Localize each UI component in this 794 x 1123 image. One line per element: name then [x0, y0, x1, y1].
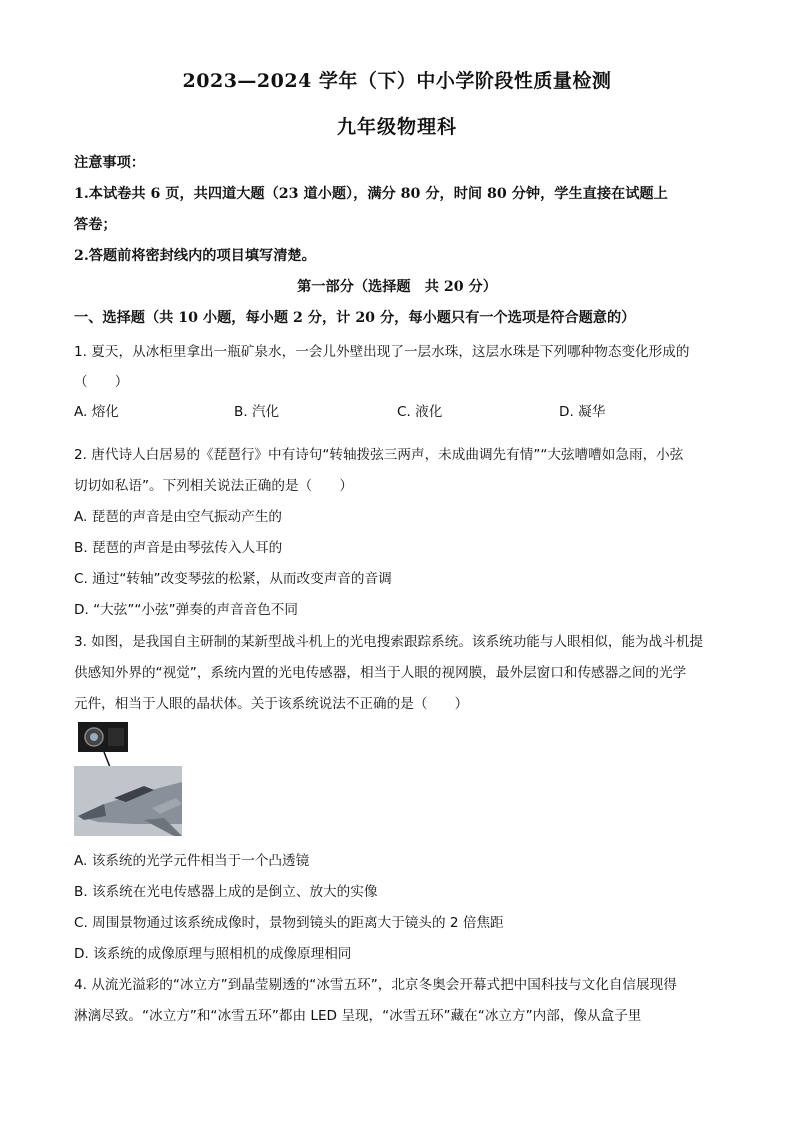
- part-1-title: 第一部分（选择题 共 20 分）: [297, 279, 497, 295]
- fighter-jet-sensor-figure: [74, 720, 184, 838]
- q1-option-c[interactable]: C. 液化: [397, 404, 443, 420]
- exam-title: 2023—2024 学年（下）中小学阶段性质量检测: [182, 70, 612, 92]
- sensor-housing: [108, 728, 124, 746]
- q2-stem-line-2: 切切如私语”。下列相关说法正确的是（ ）: [74, 478, 353, 494]
- q3-option-b[interactable]: B. 该系统在光电传感器上成的是倒立、放大的实像: [74, 884, 378, 900]
- exam-subtitle: 九年级物理科: [336, 116, 457, 138]
- q4-stem-line-2: 淋漓尽致。“冰立方”和“冰雪五环”都由 LED 呈现，“冰雪五环”藏在“冰立方”内部，像从盒子里: [74, 1008, 642, 1024]
- sensor-lens-glass: [90, 733, 98, 741]
- q3-option-d[interactable]: D. 该系统的成像原理与照相机的成像原理相同: [74, 946, 352, 962]
- q1-option-d[interactable]: D. 凝华: [559, 404, 606, 420]
- notice-heading: 注意事项：: [74, 155, 145, 171]
- q2-option-c[interactable]: C. 通过“转轴”改变琴弦的松紧，从而改变声音的音调: [74, 571, 392, 587]
- q3-stem-line-1: 3. 如图，是我国自主研制的某新型战斗机上的光电搜索跟踪系统。该系统功能与人眼相似，能为战斗机提: [74, 634, 704, 650]
- q2-stem-line-1: 2. 唐代诗人白居易的《琵琶行》中有诗句“转轴拨弦三两声，未成曲调先有情”“大弦嘈嘈如急雨，小弦: [74, 447, 684, 463]
- notice-item-1-line-1: 1.本试卷共 6 页，共四道大题（23 道小题），满分 80 分，时间 80 分钟，学生直接在试题上: [74, 186, 668, 202]
- q3-stem-line-3: 元件，相当于人眼的晶状体。关于该系统说法不正确的是（ ）: [74, 696, 469, 712]
- notice-item-2: 2.答题前将密封线内的项目填写清楚。: [74, 248, 316, 264]
- q3-option-c[interactable]: C. 周围景物通过该系统成像时，景物到镜头的距离大于镜头的 2 倍焦距: [74, 915, 504, 931]
- q1-stem-line-2: （ ）: [74, 374, 129, 390]
- q4-stem-line-1: 4. 从流光溢彩的“冰立方”到晶莹剔透的“冰雪五环”，北京冬奥会开幕式把中国科技与文化自信展现得: [74, 977, 677, 993]
- section-1-heading: 一、选择题（共 10 小题，每小题 2 分，计 20 分，每小题只有一个选项是符合题意的）: [74, 310, 636, 326]
- q3-option-a[interactable]: A. 该系统的光学元件相当于一个凸透镜: [74, 853, 310, 869]
- q2-option-a[interactable]: A. 琵琶的声音是由空气振动产生的: [74, 509, 283, 525]
- q2-option-b[interactable]: B. 琵琶的声音是由琴弦传入人耳的: [74, 540, 283, 556]
- q2-option-d[interactable]: D. “大弦”“小弦”弹奏的声音音色不同: [74, 602, 298, 618]
- q1-option-a[interactable]: A. 熔化: [74, 404, 119, 420]
- q3-stem-line-2: 供感知外界的“视觉”，系统内置的光电传感器，相当于人眼的视网膜，最外层窗口和传感器之间的光学: [74, 665, 687, 681]
- q1-stem-line-1: 1. 夏天，从冰柜里拿出一瓶矿泉水，一会儿外壁出现了一层水珠，这层水珠是下列哪种物态变化形成的: [74, 344, 690, 360]
- notice-item-1-line-2: 答卷；: [74, 217, 117, 233]
- q1-option-b[interactable]: B. 汽化: [234, 404, 280, 420]
